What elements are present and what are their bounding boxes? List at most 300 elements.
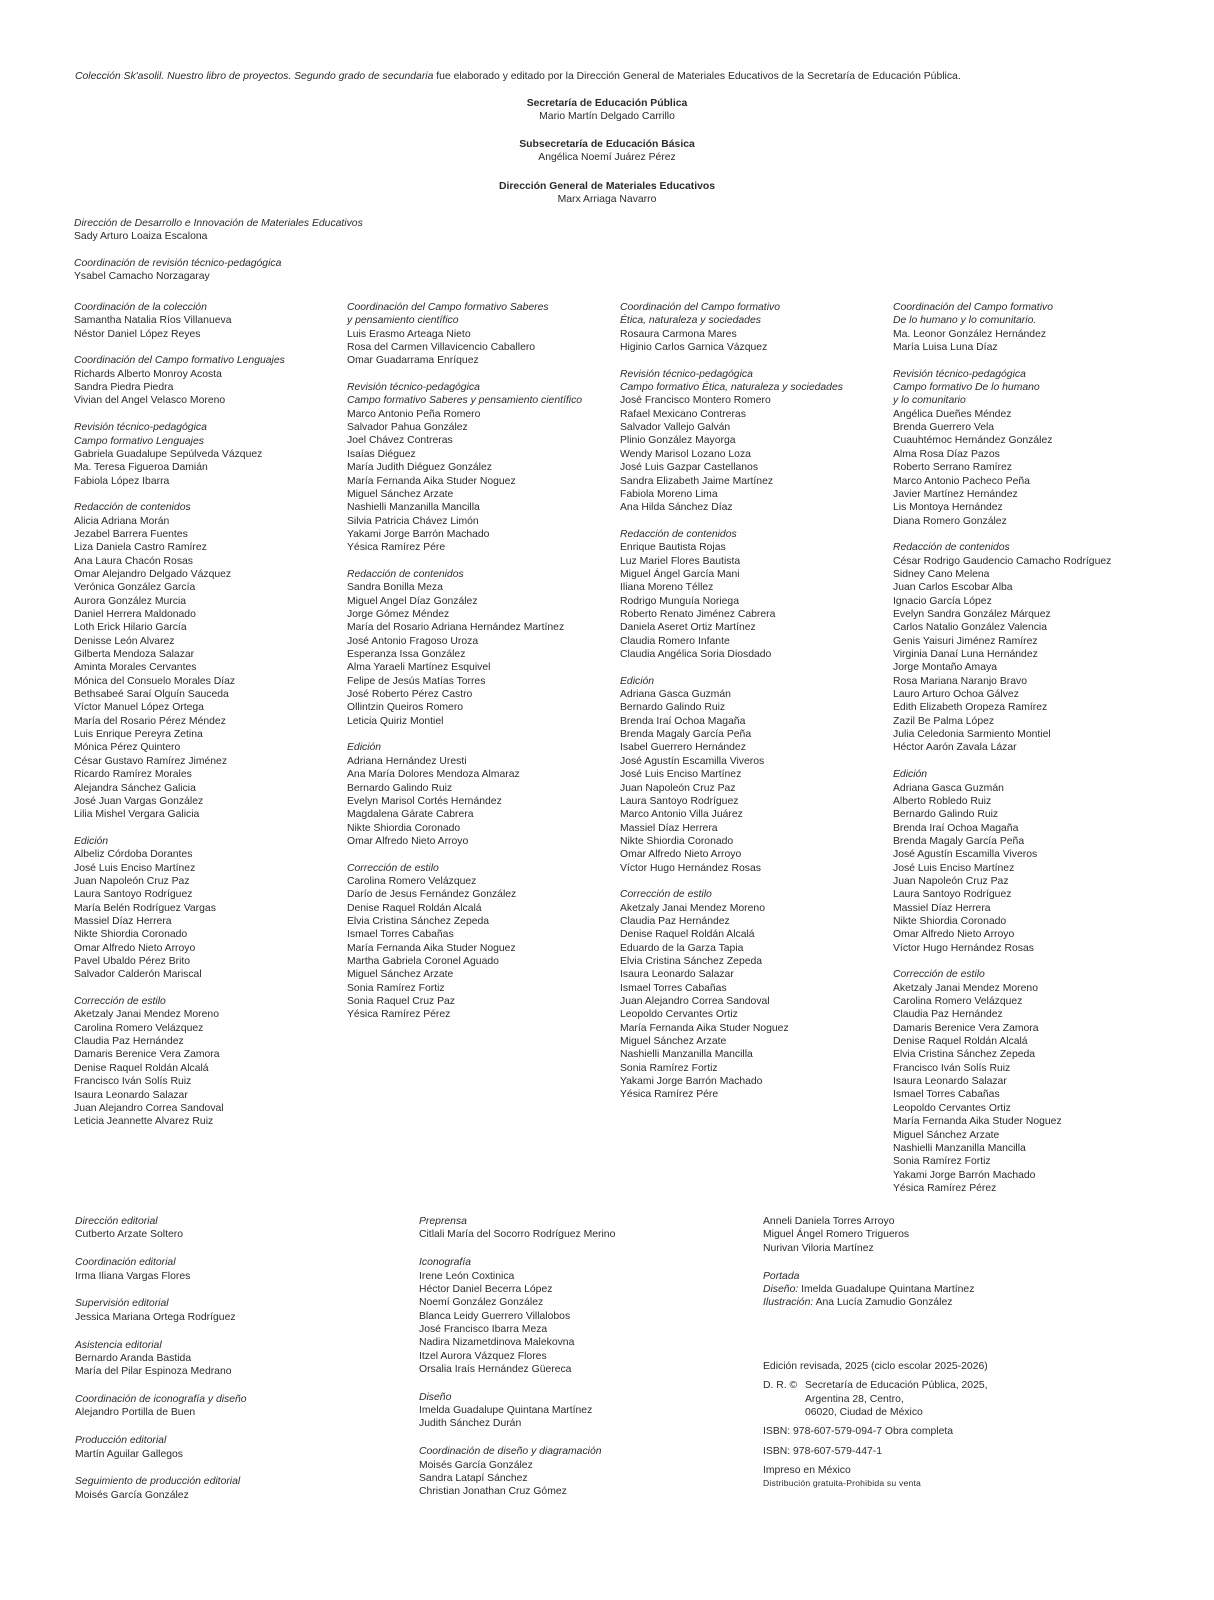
credit-name: Claudia Angélica Soria Diosdado xyxy=(620,649,772,661)
credit-name: José Agustín Escamilla Viveros xyxy=(893,849,1038,861)
credit-name: Carolina Romero Velázquez xyxy=(893,996,1023,1008)
credit-name: Omar Alfredo Nieto Arroyo xyxy=(893,929,1015,941)
cover-credits xyxy=(763,1270,1183,1310)
credit-name: Aketzaly Janai Mendez Moreno xyxy=(620,902,765,914)
credit-name: Rosaura Carmona Mares xyxy=(620,328,737,340)
cover-illustration-line xyxy=(763,1296,1183,1309)
credit-name: Juan Alejandro Correa Sandoval xyxy=(620,996,770,1008)
credit-name: Luis Erasmo Arteaga Nieto xyxy=(347,328,471,340)
credit-name: Alma Rosa Díaz Pazos xyxy=(893,448,1000,460)
org-name: Mario Martín Delgado Carrillo xyxy=(539,111,675,123)
credit-name: Miguel Sánchez Arzate xyxy=(347,488,454,500)
credit-section xyxy=(74,501,354,821)
section-label: Redacción de contenidos xyxy=(74,502,191,514)
section-label: Revisión técnico-pedagógica xyxy=(620,368,753,380)
credit-name: Luis Enrique Pereyra Zetina xyxy=(74,729,203,741)
credit-name: Marco Antonio Peña Romero xyxy=(347,408,481,420)
credit-name: Omar Guadarrama Enríquez xyxy=(347,355,479,367)
credit-name: Ana María Dolores Mendoza Almaraz xyxy=(347,769,520,781)
credit-section xyxy=(347,381,627,554)
credit-section xyxy=(419,1215,749,1242)
credit-section xyxy=(893,541,1173,755)
credit-name: Massiel Díaz Herrera xyxy=(74,916,172,927)
credit-section xyxy=(419,1445,749,1498)
credit-name: Nashielli Manzanilla Mancilla xyxy=(347,502,480,514)
credit-name: María Belén Rodríguez Vargas xyxy=(74,902,216,914)
credit-name: Omar Alfredo Nieto Arroyo xyxy=(620,849,742,861)
credit-name: Jorge Gómez Méndez xyxy=(347,609,450,620)
credit-name: Leticia Quiriz Montiel xyxy=(347,715,444,727)
credit-name: Carolina Romero Velázquez xyxy=(347,875,477,887)
credit-name: Jorge Montaño Amaya xyxy=(893,662,997,674)
credit-section xyxy=(763,1215,1183,1255)
free-distribution-notice: Distribución gratuita-Prohibida su venta xyxy=(763,1478,921,1489)
section-label: Coordinación de revisión técnico-pedagógica xyxy=(74,258,282,270)
credit-name: Isaura Leonardo Salazar xyxy=(893,1076,1007,1088)
section-label: Campo formativo Saberes y pensamiento científico xyxy=(347,395,583,407)
credit-name: José Antonio Fragoso Uroza xyxy=(347,635,479,647)
credit-name: Sandra Latapí Sánchez xyxy=(419,1473,528,1484)
credit-name: Magdalena Gárate Cabrera xyxy=(347,809,474,821)
top-sections xyxy=(74,217,674,297)
credit-name: Vivian del Angel Velasco Moreno xyxy=(74,395,226,407)
section-label: Campo formativo De lo humano xyxy=(893,382,1040,394)
credit-name: Marco Antonio Pacheco Peña xyxy=(893,475,1030,487)
credit-section xyxy=(893,968,1173,1195)
credit-name: Nikte Shiordia Coronado xyxy=(347,822,461,834)
credit-name: Omar Alfredo Nieto Arroyo xyxy=(74,942,196,954)
credit-name: Samantha Natalia Ríos Villanueva xyxy=(74,315,232,327)
credit-section xyxy=(620,888,900,1102)
credit-name: José Luis Enciso Martínez xyxy=(74,862,196,874)
bottom-column-2 xyxy=(419,1215,749,1513)
credit-name: María Judith Diéguez González xyxy=(347,462,492,474)
colophon-intro xyxy=(75,70,1155,83)
credit-name: Ysabel Camacho Norzagaray xyxy=(74,271,210,283)
credit-section xyxy=(74,301,354,341)
credit-name: Brenda Guerrero Vela xyxy=(893,422,995,434)
credit-name: Nadira Nizametdinova Malekovna xyxy=(419,1337,575,1349)
credit-name: Denise Raquel Roldán Alcalá xyxy=(893,1036,1028,1048)
credit-section xyxy=(893,301,1173,354)
org-name: Marx Arriaga Navarro xyxy=(557,194,657,206)
credit-name: Juan Napoleón Cruz Paz xyxy=(893,875,1009,887)
section-label: Revisión técnico-pedagógica xyxy=(347,382,480,394)
section-label: Coordinación del Campo formativo Saberes xyxy=(347,302,549,313)
credit-name: Francisco Iván Solís Ruiz xyxy=(893,1062,1011,1074)
credit-name: Nikte Shiordia Coronado xyxy=(620,835,734,847)
credit-name: Elvia Cristina Sánchez Zepeda xyxy=(347,916,490,927)
credit-name: Sonia Ramírez Fortiz xyxy=(620,1062,718,1074)
section-label: Edición xyxy=(74,835,109,847)
credit-name: Miguel Sánchez Arzate xyxy=(893,1129,1000,1141)
credit-name: Mónica del Consuelo Morales Díaz xyxy=(74,675,236,687)
credit-name: Denise Raquel Roldán Alcalá xyxy=(347,902,482,914)
credit-name: Isaura Leonardo Salazar xyxy=(620,969,734,981)
credit-name: Yakami Jorge Barrón Machado xyxy=(620,1076,763,1088)
credit-name: María Fernanda Aika Studer Noguez xyxy=(347,475,516,487)
credit-name: Gabriela Guadalupe Sepúlveda Vázquez xyxy=(74,448,263,460)
section-label: Edición xyxy=(893,769,928,781)
edition-block xyxy=(763,1360,1183,1491)
copyright-holder xyxy=(805,1379,988,1419)
credit-name: Silvia Patricia Chávez Limón xyxy=(347,515,479,527)
credit-name: Rosa Mariana Naranjo Bravo xyxy=(893,675,1027,687)
credit-section xyxy=(74,257,674,284)
design-label: Diseño: xyxy=(763,1283,799,1295)
section-label: Coordinación del Campo formativo xyxy=(620,302,780,313)
credit-name: Orsalia Iraís Hernández Güereca xyxy=(419,1363,572,1375)
credit-name: Roberto Renato Jiménez Cabrera xyxy=(620,609,776,620)
credit-name: Carolina Romero Velázquez xyxy=(74,1022,204,1034)
address-line: 06020, Ciudad de México xyxy=(805,1407,923,1419)
credit-name: Daniela Aseret Ortiz Martínez xyxy=(620,622,756,634)
credit-name: Alma Yaraeli Martínez Esquivel xyxy=(347,662,491,674)
section-label: Redacción de contenidos xyxy=(347,568,464,580)
section-label: De lo humano y lo comunitario. xyxy=(893,315,1037,327)
credit-section xyxy=(620,368,900,515)
credit-name: Moisés García González xyxy=(419,1459,533,1471)
credit-name: Luz Mariel Flores Bautista xyxy=(620,555,741,567)
credit-name: María del Rosario Adriana Hernández Martínez xyxy=(347,622,565,634)
org-name: Angélica Noemí Juárez Pérez xyxy=(538,152,676,164)
credit-name: José Luis Enciso Martínez xyxy=(620,769,742,781)
credit-name: Claudia Paz Hernández xyxy=(620,916,730,927)
printed-in: Impreso en México xyxy=(763,1465,851,1477)
section-label: Ética, naturaleza y sociedades xyxy=(620,315,761,327)
section-label: Corrección de estilo xyxy=(620,889,712,901)
credit-name: Evelyn Marisol Cortés Hernández xyxy=(347,795,502,807)
address-line: Argentina 28, Centro, xyxy=(805,1393,904,1405)
credit-name: Aurora González Murcia xyxy=(74,595,187,607)
credit-name: Denisse León Alvarez xyxy=(74,635,175,647)
credit-section xyxy=(75,1215,405,1242)
credit-name: Roberto Serrano Ramírez xyxy=(893,462,1012,474)
credit-name: Omar Alejandro Delgado Vázquez xyxy=(74,569,232,581)
bottom-column-1 xyxy=(75,1215,405,1517)
credit-name: Martín Aguilar Gallegos xyxy=(75,1448,184,1460)
credit-name: Ismael Torres Cabañas xyxy=(620,982,727,994)
credit-name: Evelyn Sandra González Márquez xyxy=(893,609,1051,620)
credit-name: Edith Elizabeth Oropeza Ramírez xyxy=(893,702,1048,714)
cover-design-line xyxy=(763,1283,1183,1296)
section-label: Corrección de estilo xyxy=(893,969,985,981)
credit-name: Brenda Magaly García Peña xyxy=(620,729,752,741)
section-label: Edición xyxy=(347,742,382,754)
credit-name: Sidney Cano Melena xyxy=(893,568,990,580)
credit-name: María del Pilar Espinoza Medrano xyxy=(75,1366,232,1378)
credit-name: Rafael Mexicano Contreras xyxy=(620,408,746,420)
credit-name: Néstor Daniel López Reyes xyxy=(74,328,201,340)
credit-name: Yakami Jorge Barrón Machado xyxy=(347,528,490,540)
credit-name: Ismael Torres Cabañas xyxy=(347,929,454,941)
credit-name: Miguel Sánchez Arzate xyxy=(347,969,454,981)
address-line: Secretaría de Educación Pública, 2025, xyxy=(805,1380,988,1392)
org-title: Subsecretaría de Educación Básica xyxy=(519,139,695,150)
credit-name: Ignacio García López xyxy=(893,595,992,607)
illustration-name: Ana Lucía Zamudio González xyxy=(813,1297,953,1309)
credit-name: Sonia Ramírez Fortiz xyxy=(347,982,445,994)
credit-name: Higinio Carlos Garnica Vázquez xyxy=(620,342,768,354)
credit-name: Lauro Arturo Ochoa Gálvez xyxy=(893,689,1019,701)
credit-name: Elvia Cristina Sánchez Zepeda xyxy=(620,956,763,968)
credit-name: Damaris Berenice Vera Zamora xyxy=(893,1022,1039,1034)
credit-name: Yakami Jorge Barrón Machado xyxy=(893,1169,1036,1181)
credit-name: Sonia Ramírez Fortiz xyxy=(893,1156,991,1168)
credit-section xyxy=(419,1391,749,1431)
credit-section xyxy=(893,368,1173,528)
section-label: Iconografía xyxy=(419,1257,471,1269)
credit-name: Alicia Adriana Morán xyxy=(74,515,170,527)
section-label: Coordinación de diseño y diagramación xyxy=(419,1446,602,1458)
credit-name: Julia Celedonia Sarmiento Montiel xyxy=(893,729,1051,741)
section-label: Redacción de contenidos xyxy=(893,542,1010,554)
credit-name: Miguel Ángel García Mani xyxy=(620,568,740,580)
credit-name: Claudia Paz Hernández xyxy=(893,1009,1003,1021)
credit-name: Salvador Pahua González xyxy=(347,422,468,434)
credit-section xyxy=(347,301,627,368)
credit-name: José Roberto Pérez Castro xyxy=(347,689,473,701)
credit-name: Marco Antonio Villa Juárez xyxy=(620,809,743,821)
section-label: Corrección de estilo xyxy=(74,996,166,1008)
credit-name: César Gustavo Ramírez Jiménez xyxy=(74,755,228,767)
credit-section xyxy=(620,675,900,875)
credit-name: Nurivan Viloria Martínez xyxy=(763,1242,874,1254)
credit-name: José Luis Enciso Martínez xyxy=(893,862,1015,874)
credit-name: Salvador Vallejo Galván xyxy=(620,422,731,434)
credit-name: Itzel Aurora Vázquez Flores xyxy=(419,1350,547,1362)
credit-name: Rodrigo Munguía Noriega xyxy=(620,595,739,607)
credit-name: María Fernanda Aika Studer Noguez xyxy=(893,1116,1062,1128)
credit-name: Bernardo Galindo Ruiz xyxy=(620,702,726,714)
section-label: Campo formativo Ética, naturaleza y sociedades xyxy=(620,382,843,394)
credits-column-1 xyxy=(74,301,354,1142)
credit-name: Blanca Leidy Guerrero Villalobos xyxy=(419,1310,571,1322)
credit-name: Ana Hilda Sánchez Díaz xyxy=(620,502,733,514)
credit-name: Eduardo de la Garza Tapia xyxy=(620,942,744,954)
credit-name: Salvador Calderón Mariscal xyxy=(74,969,202,981)
credit-name: Leticia Jeannette Alvarez Ruiz xyxy=(74,1116,214,1128)
credit-name: Darío de Jesus Fernández González xyxy=(347,889,517,901)
credit-name: Brenda Iraí Ochoa Magaña xyxy=(893,822,1019,834)
section-label: Asistencia editorial xyxy=(75,1339,162,1351)
credit-name: María Fernanda Aika Studer Noguez xyxy=(620,1022,789,1034)
credit-section xyxy=(75,1256,405,1283)
credit-name: Imelda Guadalupe Quintana Martínez xyxy=(419,1405,593,1417)
org-title: Dirección General de Materiales Educativos xyxy=(499,181,715,192)
credit-name: Genis Yaisuri Jiménez Ramírez xyxy=(893,635,1038,647)
credit-name: Denise Raquel Roldán Alcalá xyxy=(74,1062,209,1074)
credit-name: Liza Daniela Castro Ramírez xyxy=(74,542,207,554)
credit-name: Isaías Diéguez xyxy=(347,448,416,460)
credit-name: Diana Romero González xyxy=(893,515,1007,527)
credit-name: Ricardo Ramírez Morales xyxy=(74,769,192,781)
section-label: Coordinación del Campo formativo Lenguajes xyxy=(74,355,285,367)
credit-name: Cutberto Arzate Soltero xyxy=(75,1229,184,1241)
credit-name: Fabiola López Ibarra xyxy=(74,475,170,487)
section-label: Revisión técnico-pedagógica xyxy=(893,368,1026,380)
org-seb xyxy=(0,138,1214,165)
credit-name: Laura Santoyo Rodríguez xyxy=(620,795,739,807)
org-dgme xyxy=(0,180,1214,207)
credit-name: Brenda Magaly García Peña xyxy=(893,835,1025,847)
credit-name: Adriana Gasca Guzmán xyxy=(893,782,1004,794)
credits-column-3 xyxy=(620,301,900,1115)
credit-name: Massiel Díaz Herrera xyxy=(893,902,991,914)
credit-name: Enrique Bautista Rojas xyxy=(620,542,726,554)
credit-name: Yésica Ramírez Pére xyxy=(620,1089,719,1101)
credit-name: Moisés García González xyxy=(75,1489,189,1501)
credit-name: Héctor Aarón Zavala Lázar xyxy=(893,742,1017,754)
credit-name: Cuauhtémoc Hernández González xyxy=(893,435,1053,447)
credit-name: Sady Arturo Loaiza Escalona xyxy=(74,231,208,243)
credit-name: Ismael Torres Cabañas xyxy=(893,1089,1000,1101)
section-label: Dirección de Desarrollo e Innovación de Materiales Educativos xyxy=(74,218,363,229)
credit-name: Virginia Danaí Luna Hernández xyxy=(893,649,1038,661)
credit-section xyxy=(75,1339,405,1379)
credit-name: José Francisco Ibarra Meza xyxy=(419,1323,548,1335)
credit-name: Mónica Pérez Quintero xyxy=(74,742,181,754)
credit-name: Jezabel Barrera Fuentes xyxy=(74,528,188,540)
credit-name: María del Rosario Pérez Méndez xyxy=(74,715,226,727)
credit-name: Elvia Cristina Sánchez Zepeda xyxy=(893,1049,1036,1061)
credit-name: Wendy Marisol Lozano Loza xyxy=(620,448,751,460)
credit-name: María Luisa Luna Díaz xyxy=(893,342,998,354)
credits-column-2 xyxy=(347,301,627,1035)
credit-name: Laura Santoyo Rodríguez xyxy=(893,889,1012,901)
credit-name: Ma. Teresa Figueroa Damián xyxy=(74,462,208,474)
credit-name: Pavel Ubaldo Pérez Brito xyxy=(74,956,191,968)
credit-name: José Juan Vargas González xyxy=(74,795,204,807)
credit-name: Ollintzin Queiros Romero xyxy=(347,702,464,714)
credit-name: Massiel Díaz Herrera xyxy=(620,822,718,834)
credit-name: Miguel Sánchez Arzate xyxy=(620,1036,727,1048)
isbn-volume: ISBN: 978-607-579-447-1 xyxy=(763,1445,882,1457)
credit-section xyxy=(74,217,674,244)
credit-name: Richards Alberto Monroy Acosta xyxy=(74,368,222,380)
credit-section xyxy=(347,741,627,848)
credit-name: Fabiola Moreno Lima xyxy=(620,488,718,500)
credit-name: Alejandra Sánchez Galicia xyxy=(74,782,196,794)
section-label: Coordinación de la colección xyxy=(74,302,207,313)
credit-name: Héctor Daniel Becerra López xyxy=(419,1283,553,1295)
credit-name: Irma Iliana Vargas Flores xyxy=(75,1270,191,1282)
credit-name: Claudia Romero Infante xyxy=(620,635,730,647)
intro-text: fue elaborado y editado por la Dirección General de Materiales Educativos de la Secretaría de Educación Pública. xyxy=(433,71,961,82)
credit-section xyxy=(620,301,900,354)
credit-name: Daniel Herrera Maldonado xyxy=(74,609,196,621)
org-title: Secretaría de Educación Pública xyxy=(526,98,688,109)
credit-name: Felipe de Jesús Matías Torres xyxy=(347,675,486,687)
credit-name: Alberto Robledo Ruiz xyxy=(893,795,992,807)
credit-name: Alejandro Portilla de Buen xyxy=(75,1407,196,1419)
credit-name: Yésica Ramírez Pére xyxy=(347,542,446,554)
section-label: Producción editorial xyxy=(75,1435,167,1447)
credit-section xyxy=(893,768,1173,955)
section-label: Campo formativo Lenguajes xyxy=(74,435,204,447)
intro-book-title: Colección Sk'asolil. Nuestro libro de proyectos. Segundo grado de secundaria xyxy=(75,71,434,82)
credit-name: Nashielli Manzanilla Mancilla xyxy=(893,1142,1026,1154)
section-label: Supervisión editorial xyxy=(75,1298,169,1310)
credit-name: Anneli Daniela Torres Arroyo xyxy=(763,1216,895,1227)
section-label: Dirección editorial xyxy=(75,1216,158,1227)
section-label: y pensamiento científico xyxy=(347,315,459,327)
credit-section xyxy=(620,528,900,661)
credit-section xyxy=(75,1297,405,1324)
credit-name: Miguel Angel Díaz González xyxy=(347,595,478,607)
credit-section xyxy=(347,568,627,728)
credit-name: Ana Laura Chacón Rosas xyxy=(74,555,193,567)
credit-name: Rosa del Carmen Villavicencio Caballero xyxy=(347,342,536,354)
section-label: y lo comunitario xyxy=(893,395,966,407)
credit-name: Damaris Berenice Vera Zamora xyxy=(74,1049,220,1061)
credit-name: Nashielli Manzanilla Mancilla xyxy=(620,1049,753,1061)
credit-name: Sandra Elizabeth Jaime Martínez xyxy=(620,475,774,487)
credit-name: Juan Napoleón Cruz Paz xyxy=(74,875,190,887)
credit-name: Omar Alfredo Nieto Arroyo xyxy=(347,835,469,847)
credit-section xyxy=(75,1393,405,1420)
credit-name: Leopoldo Cervantes Ortiz xyxy=(620,1009,738,1021)
credit-name: Sandra Bonilla Meza xyxy=(347,582,443,594)
credit-name: Juan Alejandro Correa Sandoval xyxy=(74,1102,224,1114)
illustration-label: Ilustración: xyxy=(763,1297,814,1309)
credit-name: Martha Gabriela Coronel Aguado xyxy=(347,956,499,968)
credit-name: Carlos Natalio González Valencia xyxy=(893,622,1048,634)
section-label: Portada xyxy=(763,1270,800,1282)
credit-name: Francisco Iván Solís Ruiz xyxy=(74,1076,192,1088)
credit-name: Víctor Manuel López Ortega xyxy=(74,702,204,714)
credit-name: Sandra Piedra Piedra xyxy=(74,382,174,394)
credit-name: Leopoldo Cervantes Ortiz xyxy=(893,1102,1011,1114)
isbn-complete: ISBN: 978-607-579-094-7 Obra completa xyxy=(763,1426,954,1438)
credit-name: Noemí González González xyxy=(419,1297,544,1309)
credit-name: Víctor Hugo Hernández Rosas xyxy=(893,942,1034,954)
credit-name: María Fernanda Aika Studer Noguez xyxy=(347,942,516,954)
credit-name: Plinio González Mayorga xyxy=(620,435,736,447)
credit-name: Albeliz Córdoba Dorantes xyxy=(74,849,193,861)
credit-name: Bernardo Aranda Bastida xyxy=(75,1352,192,1364)
credit-name: Laura Santoyo Rodríguez xyxy=(74,889,193,901)
credit-name: Aketzaly Janai Mendez Moreno xyxy=(893,982,1038,994)
credit-name: Sonia Raquel Cruz Paz xyxy=(347,996,456,1008)
credit-name: Yésica Ramírez Pérez xyxy=(893,1182,997,1194)
credit-name: Bethsabeé Saraí Olguín Sauceda xyxy=(74,689,229,701)
credit-name: Lis Montoya Hernández xyxy=(893,502,1003,514)
section-label: Corrección de estilo xyxy=(347,862,439,874)
credit-section xyxy=(74,995,354,1128)
credit-name: Citlali María del Socorro Rodríguez Merino xyxy=(419,1229,616,1241)
credit-name: Ma. Leonor González Hernández xyxy=(893,328,1047,340)
credit-name: Irene León Coxtinica xyxy=(419,1270,515,1282)
edition-note: Edición revisada, 2025 (ciclo escolar 2025-2026) xyxy=(763,1361,988,1372)
credits-column-4 xyxy=(893,301,1173,1209)
credit-section xyxy=(74,421,354,488)
section-label: Revisión técnico-pedagógica xyxy=(74,422,207,434)
credit-name: Angélica Dueñes Méndez xyxy=(893,408,1012,420)
credit-section xyxy=(74,354,354,407)
credit-name: César Rodrigo Gaudencio Camacho Rodríguez xyxy=(893,555,1112,567)
credit-name: Adriana Hernández Uresti xyxy=(347,755,467,767)
credit-name: Aketzaly Janai Mendez Moreno xyxy=(74,1009,219,1021)
credit-name: Jessica Mariana Ortega Rodríguez xyxy=(75,1311,236,1323)
credit-name: Denise Raquel Roldán Alcalá xyxy=(620,929,755,941)
credit-name: Isabel Guerrero Hernández xyxy=(620,742,746,754)
credit-name: Zazil Be Palma López xyxy=(893,715,995,727)
section-label: Seguimiento de producción editorial xyxy=(75,1476,241,1488)
credit-name: José Luis Gazpar Castellanos xyxy=(620,462,759,474)
section-label: Coordinación editorial xyxy=(75,1257,176,1269)
credit-name: Víctor Hugo Hernández Rosas xyxy=(620,862,761,874)
